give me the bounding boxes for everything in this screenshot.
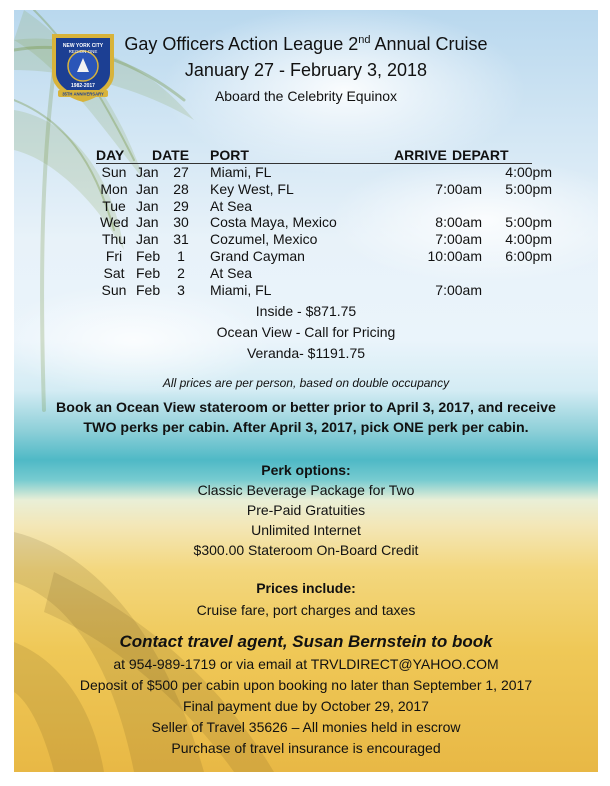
- itinerary-month-cell: Jan: [136, 197, 159, 214]
- contact-deposit: Deposit of $500 per cabin upon booking no later than September 1, 2017: [79, 677, 533, 693]
- price-veranda: Veranda- $1191.75: [246, 345, 366, 361]
- perk-item: Pre-Paid Gratuities: [246, 502, 366, 518]
- itinerary-arrive-cell: 7:00am: [435, 281, 482, 298]
- itinerary-month-cell: Feb: [136, 264, 161, 281]
- contact-heading: Contact travel agent, Susan Bernstein to book: [119, 632, 493, 651]
- perk-item: Classic Beverage Package for Two: [197, 482, 415, 498]
- title-main: Gay Officers Action League 2: [124, 34, 359, 54]
- itinerary-port-cell: Grand Cayman: [210, 247, 305, 264]
- itinerary-arrive-cell: 10:00am: [427, 247, 482, 264]
- itinerary-day-cell: Wed: [100, 214, 129, 231]
- itinerary-arrive-cell: 7:00am: [435, 180, 482, 197]
- itinerary-date-cell: 31: [173, 231, 189, 248]
- itinerary-month-cell: Jan: [136, 214, 159, 231]
- logo-years: 1982-2017: [71, 83, 95, 89]
- itinerary-day-cell: Tue: [102, 197, 126, 214]
- itinerary-day-cell: Thu: [101, 231, 127, 248]
- itinerary-port-cell: Miami, FL: [210, 164, 272, 180]
- logo-top-text: NEW YORK CITY: [62, 43, 104, 49]
- header-day: DAY: [96, 147, 125, 163]
- itinerary-depart-cell: 5:00pm: [505, 180, 552, 197]
- itinerary-arrive-cell: 7:00am: [435, 231, 482, 248]
- itinerary-depart-cell: 5:00pm: [505, 214, 552, 231]
- title-superscript: nd: [358, 34, 371, 46]
- itinerary-date-cell: 27: [173, 164, 189, 180]
- itinerary-port-cell: Cozumel, Mexico: [210, 231, 318, 248]
- header-date: DATE: [152, 147, 190, 163]
- itinerary-day-cell: Fri: [105, 247, 123, 264]
- itinerary-day-cell: Mon: [100, 180, 128, 197]
- itinerary-month-cell: Jan: [136, 180, 159, 197]
- itinerary-month-cell: Jan: [136, 164, 159, 180]
- itinerary-month-cell: Jan: [136, 231, 159, 248]
- itinerary-month-cell: Feb: [136, 247, 161, 264]
- itinerary-date-cell: 3: [177, 281, 185, 298]
- header-port: PORT: [210, 147, 249, 163]
- itinerary-month-cell: Feb: [136, 281, 161, 298]
- itinerary-port-cell: At Sea: [210, 264, 253, 281]
- price-note: All prices are per person, based on double occupancy: [162, 376, 450, 390]
- contact-seller: Seller of Travel 35626 – All monies held in escrow: [151, 719, 461, 735]
- title-rest: Annual Cruise: [370, 34, 488, 54]
- header-arrive: ARRIVE: [394, 147, 447, 163]
- itinerary-date-cell: 2: [177, 264, 185, 281]
- promo-line-2: TWO perks per cabin. After April 3, 2017, pick ONE perk per cabin.: [83, 420, 529, 436]
- perk-item: Unlimited Internet: [251, 522, 361, 538]
- includes-heading: Prices include:: [256, 580, 356, 596]
- header-rule: [96, 163, 532, 164]
- itinerary-day-cell: Sat: [103, 264, 125, 281]
- itinerary-date-cell: 28: [173, 180, 189, 197]
- perk-item: $300.00 Stateroom On-Board Credit: [193, 542, 419, 558]
- logo-banner: 35TH ANNIVERSARY: [62, 91, 104, 97]
- includes-text: Cruise fare, port charges and taxes: [196, 602, 416, 618]
- price-inside: Inside - $871.75: [255, 303, 357, 319]
- header-depart: DEPART: [452, 147, 509, 163]
- itinerary-day-cell: Sun: [101, 281, 127, 298]
- ship-name: Aboard the Celebrity Equinox: [214, 88, 398, 104]
- itinerary-depart-cell: 4:00pm: [505, 164, 552, 180]
- contact-insurance: Purchase of travel insurance is encouraged: [171, 740, 441, 756]
- itinerary-arrive-cell: 8:00am: [435, 214, 482, 231]
- flyer-page: [14, 10, 598, 772]
- contact-phone-email: at 954-989-1719 or via email at TRVLDIRECT@YAHOO.COM: [113, 656, 499, 672]
- itinerary-depart-cell: 6:00pm: [505, 247, 552, 264]
- itinerary-day-cell: Sun: [101, 164, 127, 180]
- contact-final-payment: Final payment due by October 29, 2017: [183, 698, 429, 714]
- itinerary-port-cell: Costa Maya, Mexico: [210, 214, 337, 231]
- logo-mid-text: REGION ONE: [68, 49, 98, 54]
- cruise-dates: January 27 - February 3, 2018: [184, 60, 428, 80]
- itinerary-date-cell: 29: [173, 197, 189, 214]
- itinerary-port-cell: Key West, FL: [210, 180, 294, 197]
- itinerary-date-cell: 1: [177, 247, 185, 264]
- perks-heading: Perk options:: [261, 462, 351, 478]
- price-ocean-view: Ocean View - Call for Pricing: [216, 324, 396, 340]
- promo-line-1: Book an Ocean View stateroom or better prior to April 3, 2017, and receive: [56, 400, 556, 416]
- cruise-title: [14, 34, 598, 55]
- itinerary-port-cell: At Sea: [210, 197, 253, 214]
- itinerary-depart-cell: 4:00pm: [505, 231, 552, 248]
- itinerary-port-cell: Miami, FL: [210, 281, 272, 298]
- itinerary-date-cell: 30: [173, 214, 189, 231]
